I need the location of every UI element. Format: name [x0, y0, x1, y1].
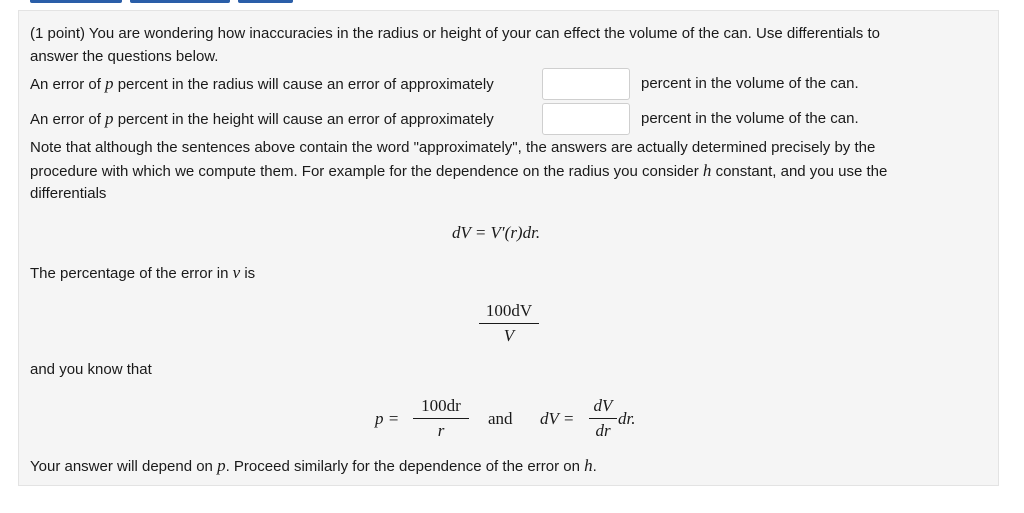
final-note-variable-h: h [584, 456, 593, 475]
know-label: and you know that [30, 361, 152, 378]
final-note-b: . Proceed similarly for the dependence of the error on [225, 458, 580, 475]
note-line-2-a: procedure with which we compute them. For example for the dependence on the radius you consider [30, 163, 699, 180]
dr-term: dr. [618, 409, 636, 428]
note-line-1: Note that although the sentences above contain the word "approximately", the answers are actually determined precisely by the [30, 139, 876, 156]
q2-variable: p [105, 109, 114, 128]
fraction-bar [589, 418, 617, 419]
nav-tab-1[interactable] [30, 0, 122, 3]
p-fraction [413, 396, 469, 441]
final-note-c: . [592, 458, 597, 475]
question-1-text [30, 74, 494, 95]
dv-dr-numerator: dV [593, 396, 613, 415]
percentage-label-variable: v [232, 263, 241, 282]
q1-prefix: An error of [30, 76, 101, 93]
intro-line-1: (1 point) You are wondering how inaccuracies in the radius or height of your can effect the volume of the can. Use differentials to [30, 25, 880, 42]
q1-variable: p [105, 74, 114, 93]
p-equals: p = [375, 409, 400, 428]
percentage-label-a: The percentage of the error in [30, 265, 229, 282]
problem-panel [18, 10, 999, 486]
q1-mid: percent in the radius will cause an error of approximately [117, 76, 494, 93]
dv-equals: dV = [540, 409, 575, 428]
fraction-bar [413, 418, 469, 419]
final-note [30, 456, 597, 477]
dv-dr-denominator: dr [595, 421, 611, 440]
q1-suffix: percent in the volume of the can. [641, 75, 859, 92]
percent-error-fraction [479, 301, 539, 346]
nav-tab-2[interactable] [130, 0, 230, 3]
note-line-2-b: constant, and you use the [715, 163, 888, 180]
p-fraction-numerator: 100dr [421, 396, 461, 415]
q2-mid: percent in the height will cause an error of approximately [117, 111, 494, 128]
final-note-a: Your answer will depend on [30, 458, 213, 475]
note-line-2-variable: h [702, 161, 712, 180]
note-line-3: differentials [30, 185, 107, 202]
q2-suffix: percent in the volume of the can. [641, 110, 859, 127]
intro-line-2: answer the questions below. [30, 48, 219, 65]
final-note-variable-p: p [217, 456, 226, 475]
and-word: and [488, 409, 513, 428]
p-fraction-denominator: r [437, 421, 445, 440]
answer-height-input[interactable] [542, 103, 630, 135]
q2-prefix: An error of [30, 111, 101, 128]
nav-tab-3[interactable] [238, 0, 293, 3]
answer-radius-input[interactable] [542, 68, 630, 100]
fraction-bar [479, 323, 539, 324]
differential-equation: dV = V′(r)dr. [452, 223, 541, 242]
percent-error-denominator: V [503, 326, 515, 345]
question-2-text [30, 109, 494, 130]
dv-dr-fraction [589, 396, 617, 441]
percentage-label [30, 263, 255, 284]
percent-error-numerator: 100dV [485, 301, 533, 320]
note-line-2 [30, 161, 887, 182]
percentage-label-b: is [244, 265, 256, 282]
